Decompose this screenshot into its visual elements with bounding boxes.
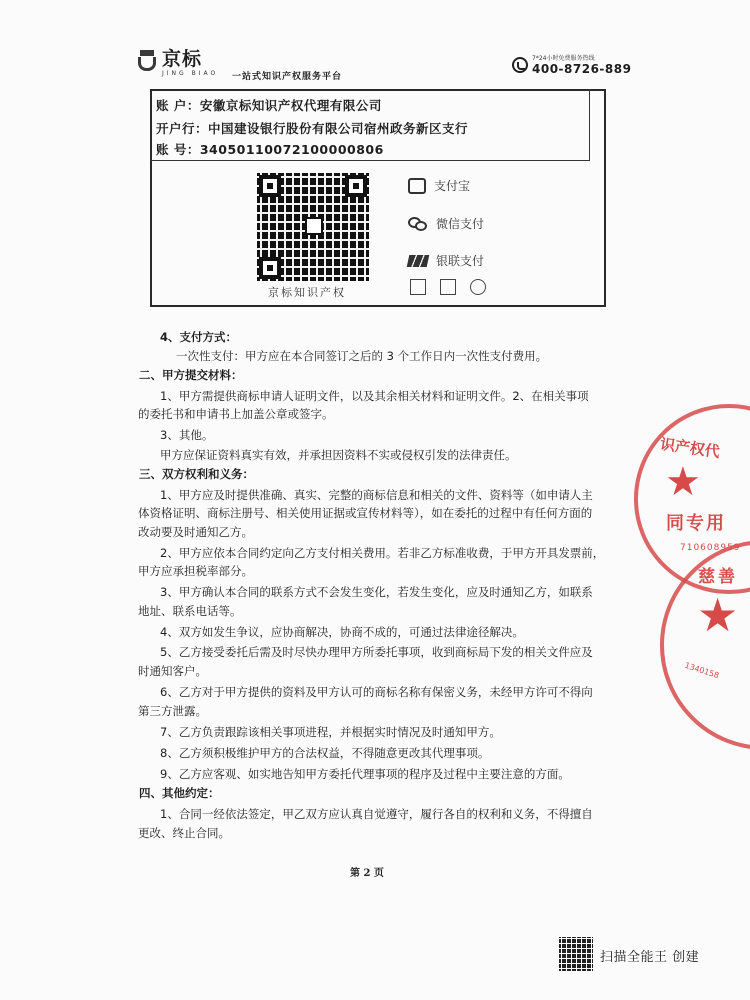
hotline-caption: 7*24小时免费服务热线: [532, 55, 595, 62]
page-number: 第 2 页: [350, 868, 384, 879]
seal-star-icon: ★: [697, 588, 739, 642]
section-heading: 三、双方权利和义务：: [139, 467, 254, 481]
text-line: 时通知客户。: [138, 664, 207, 678]
phone-icon: [512, 57, 528, 73]
payment-label: 微信支付: [436, 217, 485, 231]
text-line: 的委托书和申请书上加盖公章或签字。: [138, 407, 334, 421]
seal-number: 710608959: [680, 543, 741, 553]
text-line: 更改、终止合同。: [138, 826, 230, 840]
hotline-number: 400-8726-889: [532, 62, 632, 76]
text-line: 1、甲方应及时提供准确、真实、完整的商标信息和相关的文件、资料等（如申请人主: [160, 488, 593, 502]
account-divider: [150, 160, 590, 161]
wechat-icon: [408, 216, 428, 232]
payment-label: 支付宝: [434, 179, 471, 193]
badge-icon: [440, 279, 456, 295]
text-line: 4、双方如发生争议，应协商解决，协商不成的，可通过法律途径解决。: [160, 625, 524, 639]
text-line: 1、合同一经依法签定，甲乙双方应认真自觉遵守，履行各自的权利和义务，不得擅自: [160, 807, 593, 821]
text-line: 4、支付方式：: [160, 330, 238, 344]
payment-unionpay: [408, 252, 484, 269]
text-line: 3、其他。: [160, 428, 214, 442]
payment-wechat: [408, 215, 484, 232]
qr-caption: 京标知识产权: [268, 286, 346, 299]
text-line: 6、乙方对于甲方提供的资料及甲方认可的商标名称有保密义务，未经甲方许可不得向: [160, 685, 593, 699]
payment-qr-code: [257, 173, 369, 281]
text-line: 甲方应承担税率部分。: [138, 564, 253, 578]
slogan: 一站式知识产权服务平台: [232, 72, 343, 82]
seal-text: 识产权代: [658, 434, 721, 462]
section-heading: 二、甲方提交材料：: [139, 368, 243, 382]
text-line: 7、乙方负责跟踪该相关事项进程，并根据实时情况及时通知甲方。: [160, 725, 501, 739]
payment-label: 银联支付: [436, 254, 485, 268]
alipay-icon: [408, 178, 426, 194]
payment-alipay: [408, 177, 470, 194]
text-line: 9、乙方应客观、如实地告知甲方委托代理事项的程序及过程中主要注意的方面。: [160, 767, 570, 781]
scanner-qr-icon: [559, 937, 593, 971]
text-line: 改动要及时通知乙方。: [138, 525, 253, 539]
hotline: [512, 53, 631, 76]
text-line: 8、乙方须积极维护甲方的合法权益，不得随意更改其代理事项。: [160, 746, 490, 760]
text-line: 体资格证明、商标注册号、相关使用证据或宣传材料等），如在委托的过程中有任何方面的: [138, 506, 593, 520]
seal-star-icon: ★: [665, 459, 701, 505]
logo-sub: JING BIAO: [162, 70, 219, 77]
company-logo: [138, 49, 218, 77]
account-number: 账 号：34050110072100000806: [156, 142, 384, 157]
seal-text: 同专用: [666, 513, 726, 534]
section-heading: 四、其他约定：: [139, 786, 220, 800]
logo-mark-icon: [138, 49, 158, 73]
seal-number: 1340158: [683, 660, 721, 681]
account-divider-vertical: [589, 89, 590, 160]
text-line: 2、甲方应依本合同约定向乙方支付相关费用。若非乙方标准收费，于甲方开具发票前，: [160, 546, 605, 560]
text-line: 一次性支付：甲方应在本合同签订之后的 3 个工作日内一次性支付费用。: [176, 349, 548, 363]
payment-badges: [410, 279, 486, 295]
badge-icon: [410, 279, 426, 295]
text-line: 5、乙方接受委托后需及时尽快办理甲方所委托事项，收到商标局下发的相关文件应及: [160, 645, 593, 659]
text-line: 甲方应保证资料真实有效，并承担因资料不实或侵权引发的法律责任。: [160, 448, 517, 462]
account-bank: 开户行：中国建设银行股份有限公司宿州政务新区支行: [156, 121, 469, 136]
account-name: 账 户：安徽京标知识产权代理有限公司: [156, 98, 382, 113]
check-circle-icon: [470, 279, 486, 295]
seal-text: 慈善: [698, 567, 738, 587]
text-line: 第三方泄露。: [138, 704, 207, 718]
text-line: 1、甲方需提供商标申请人证明文件，以及其余相关材料和证明文件。2、在相关事项: [160, 389, 589, 403]
text-line: 地址、联系电话等。: [138, 604, 242, 618]
logo-name: 京标: [162, 48, 203, 70]
unionpay-icon: [407, 255, 430, 267]
text-line: 3、甲方确认本合同的联系方式不会发生变化，若发生变化，应及时通知乙方，如联系: [160, 585, 593, 599]
scanner-watermark: 扫描全能王 创建: [600, 950, 700, 965]
